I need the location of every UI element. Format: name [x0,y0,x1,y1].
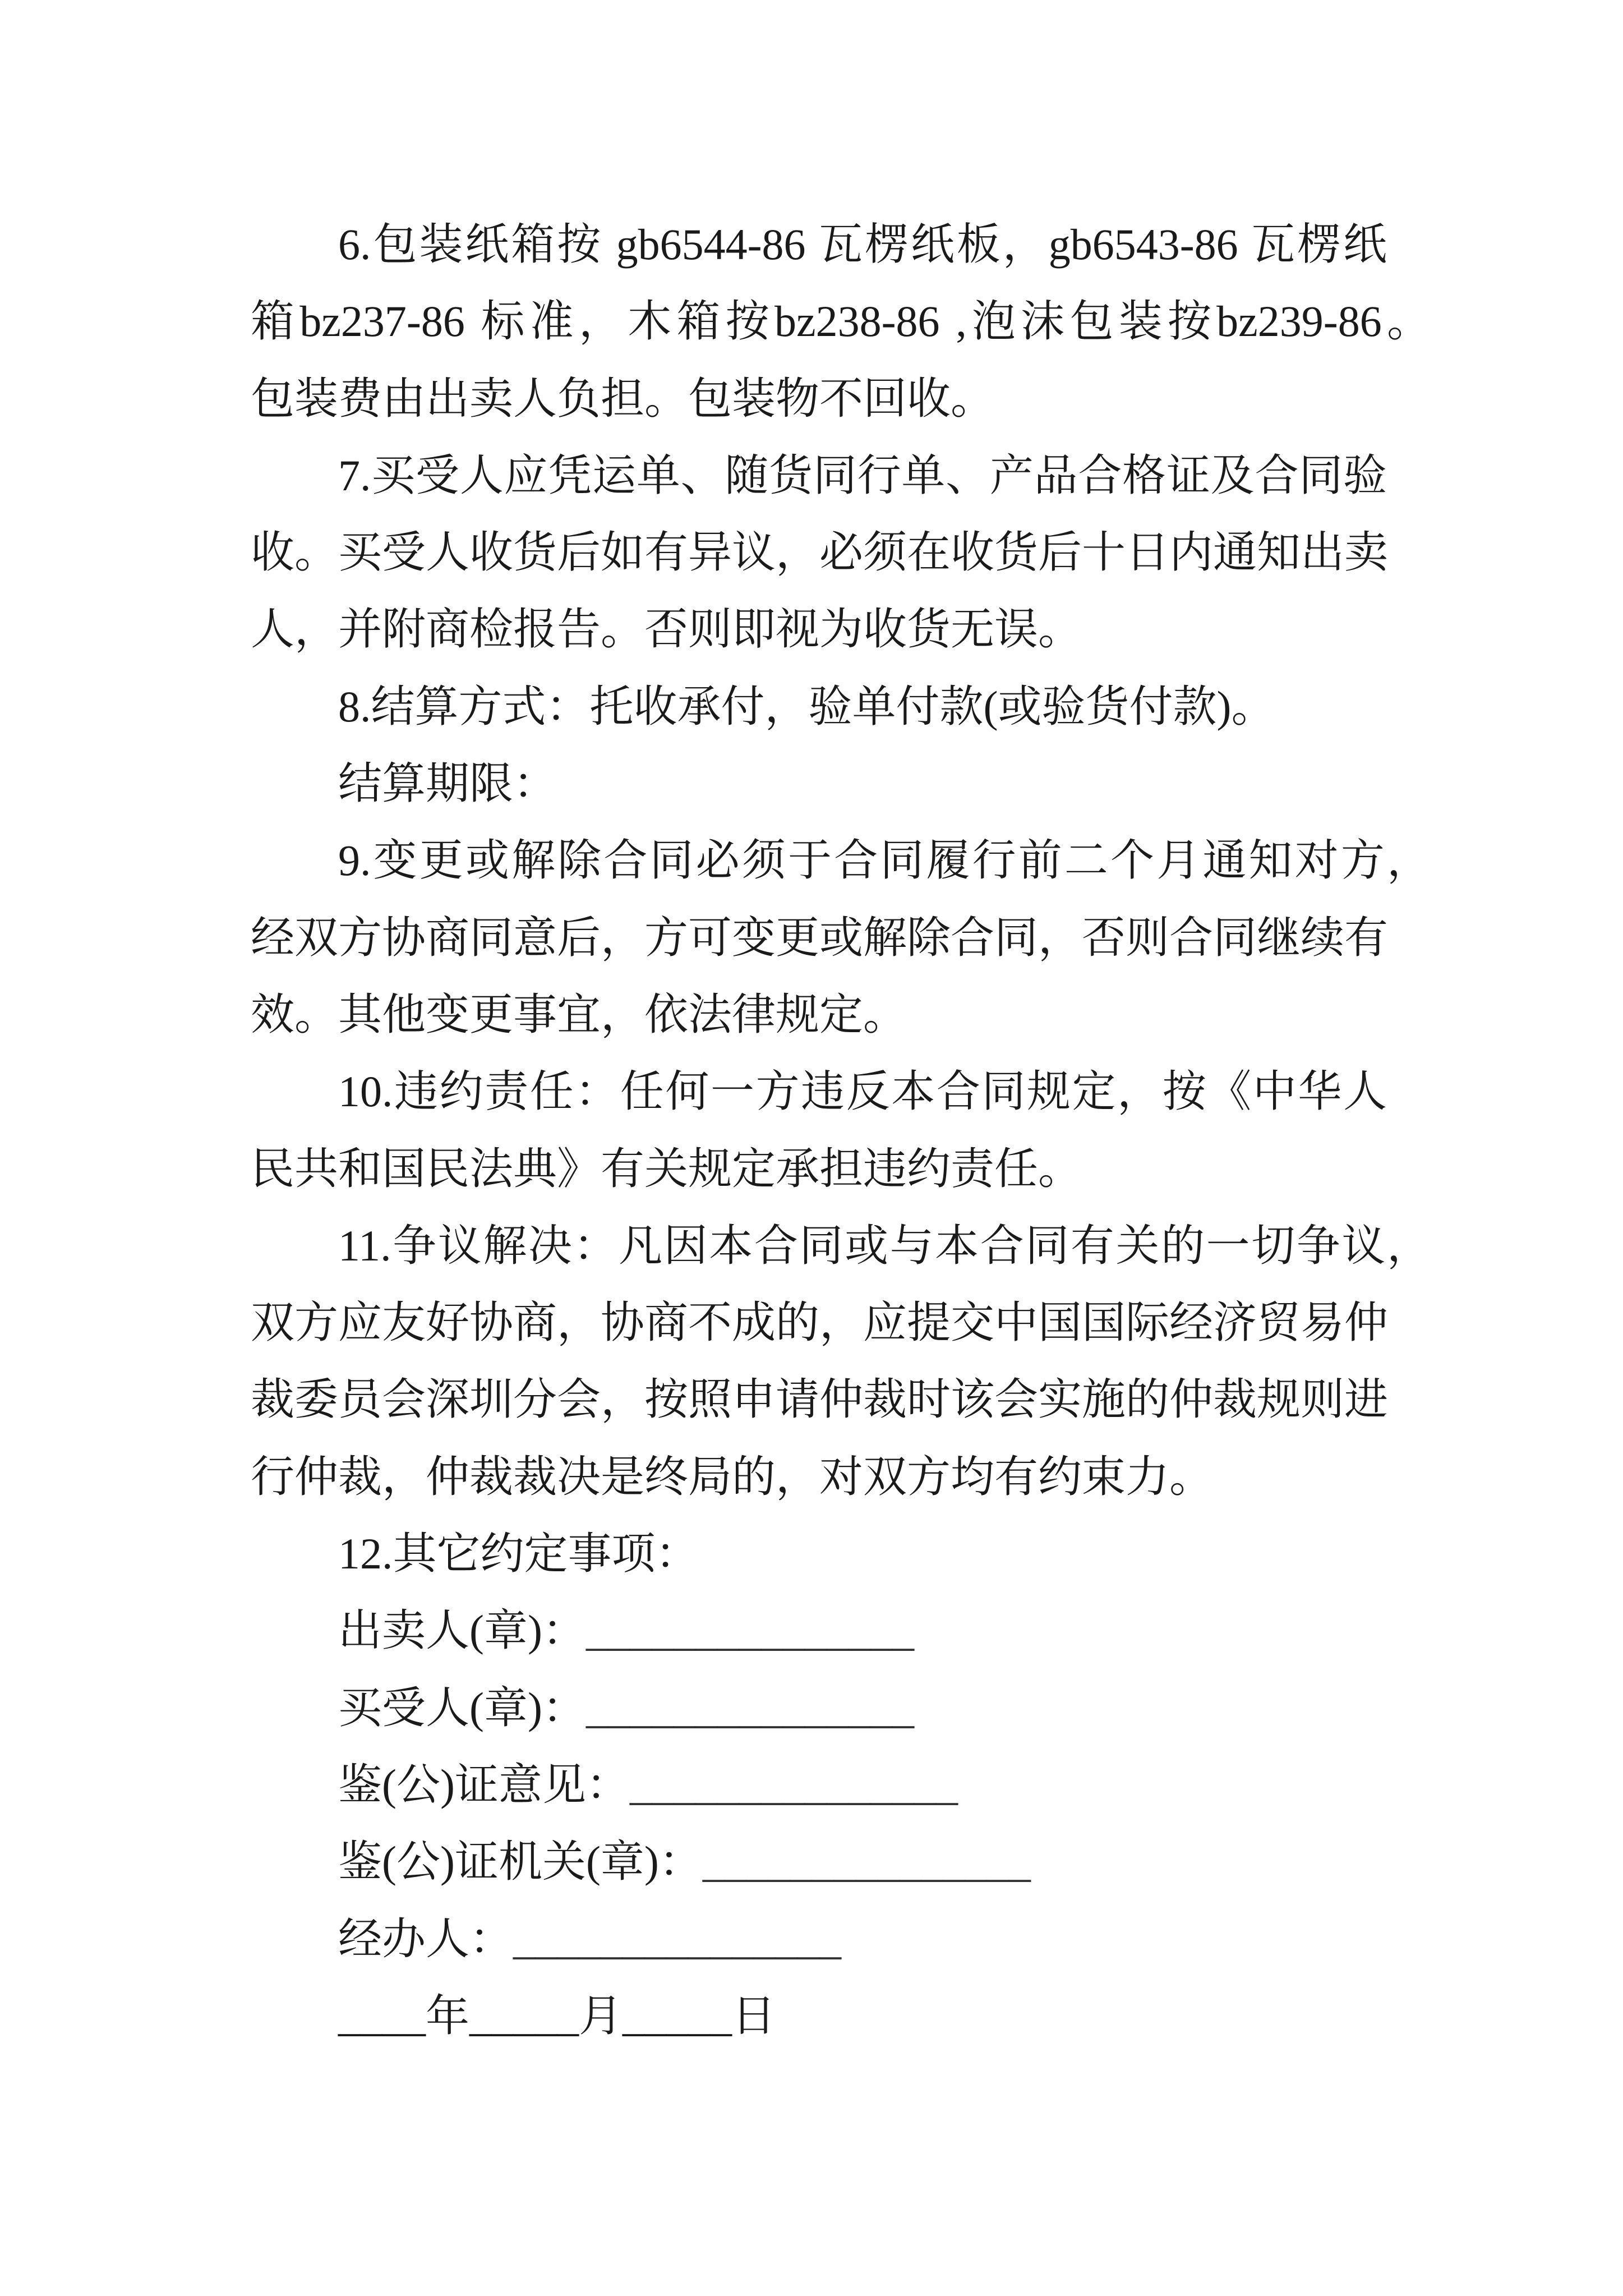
handler-label: 经办人： [338,1914,514,1963]
signature-seller [251,1592,1541,1669]
clause-11-line-4: 行仲裁，仲裁裁决是终局的，对双方均有约束力。 [251,1452,1214,1501]
notary-opinion-blank: _______________ [629,1760,958,1809]
notary-authority [251,1823,1541,1900]
clause-6-line-1: 6.包装纸箱按 gb6544-86 瓦楞纸板，gb6543-86 瓦楞纸 [338,220,1387,269]
notary-opinion-label: 鉴(公)证意见： [338,1760,630,1809]
handler [251,1901,1541,1977]
date-line: ____年_____月_____日 [338,1991,776,2040]
notary-opinion [251,1746,1541,1823]
clause-9-line-2: 经双方协商同意后，方可变更或解除合同，否则合同继续有 [251,913,1389,962]
clause-7-line-1: 7.买受人应凭运单、随货同行单、产品合格证及合同验 [338,450,1387,500]
clause-10 [251,1053,1541,1207]
clause-10-line-1: 10.违约责任：任何一方违反本合同规定，按《中华人 [338,1067,1387,1116]
clause-9 [251,822,1541,1053]
clause-9-line-3: 效。其他变更事宜，依法律规定。 [251,990,907,1039]
clause-11-line-1: 11.争议解决：凡因本合同或与本合同有关的一切争议， [338,1221,1431,1270]
contract-body [251,206,1541,2054]
clause-6 [251,206,1541,437]
notary-authority-label: 鉴(公)证机关(章)： [338,1837,703,1887]
clause-9-line-1: 9.变更或解除合同必须于合同履行前二个月通知对方， [338,836,1431,885]
clause-8 [251,668,1541,745]
clause-12-line-1: 12.其它约定事项： [338,1529,699,1579]
clause-6-line-3: 包装费由出卖人负担。包装物不回收。 [251,374,995,423]
clause-10-line-2: 民共和国民法典》有关规定承担违约责任。 [251,1144,1082,1193]
handler-blank: _______________ [513,1914,842,1963]
signature-buyer-label: 买受人(章)： [338,1683,586,1732]
clause-11-line-3: 裁委员会深圳分会，按照申请仲裁时该会实施的仲裁规则进 [251,1375,1389,1424]
signature-block [251,1592,1541,2054]
clause-7-line-3: 人，并附商检报告。否则即视为收货无误。 [251,605,1082,654]
signature-buyer [251,1669,1541,1746]
settlement-period-line: 结算期限： [338,759,557,808]
clause-11 [251,1207,1541,1515]
clause-7 [251,437,1541,668]
notary-authority-blank: _______________ [702,1837,1031,1887]
signature-seller-label: 出卖人(章)： [338,1606,586,1655]
signature-seller-blank: _______________ [585,1606,914,1655]
settlement-period [251,745,1541,822]
clause-7-line-2: 收。买受人收货后如有异议，必须在收货后十日内通知出卖 [251,528,1389,577]
clause-12 [251,1515,1541,1592]
clause-11-line-2: 双方应友好协商，协商不成的，应提交中国国际经济贸易仲 [251,1298,1389,1347]
clause-8-line-1: 8.结算方式：托收承付，验单付款(或验货付款)。 [338,682,1275,731]
signature-buyer-blank: _______________ [585,1683,914,1732]
clause-6-line-2: 箱bz237-86 标准，木箱按bz238-86 ,泡沫包装按bz239-86。 [251,297,1431,346]
